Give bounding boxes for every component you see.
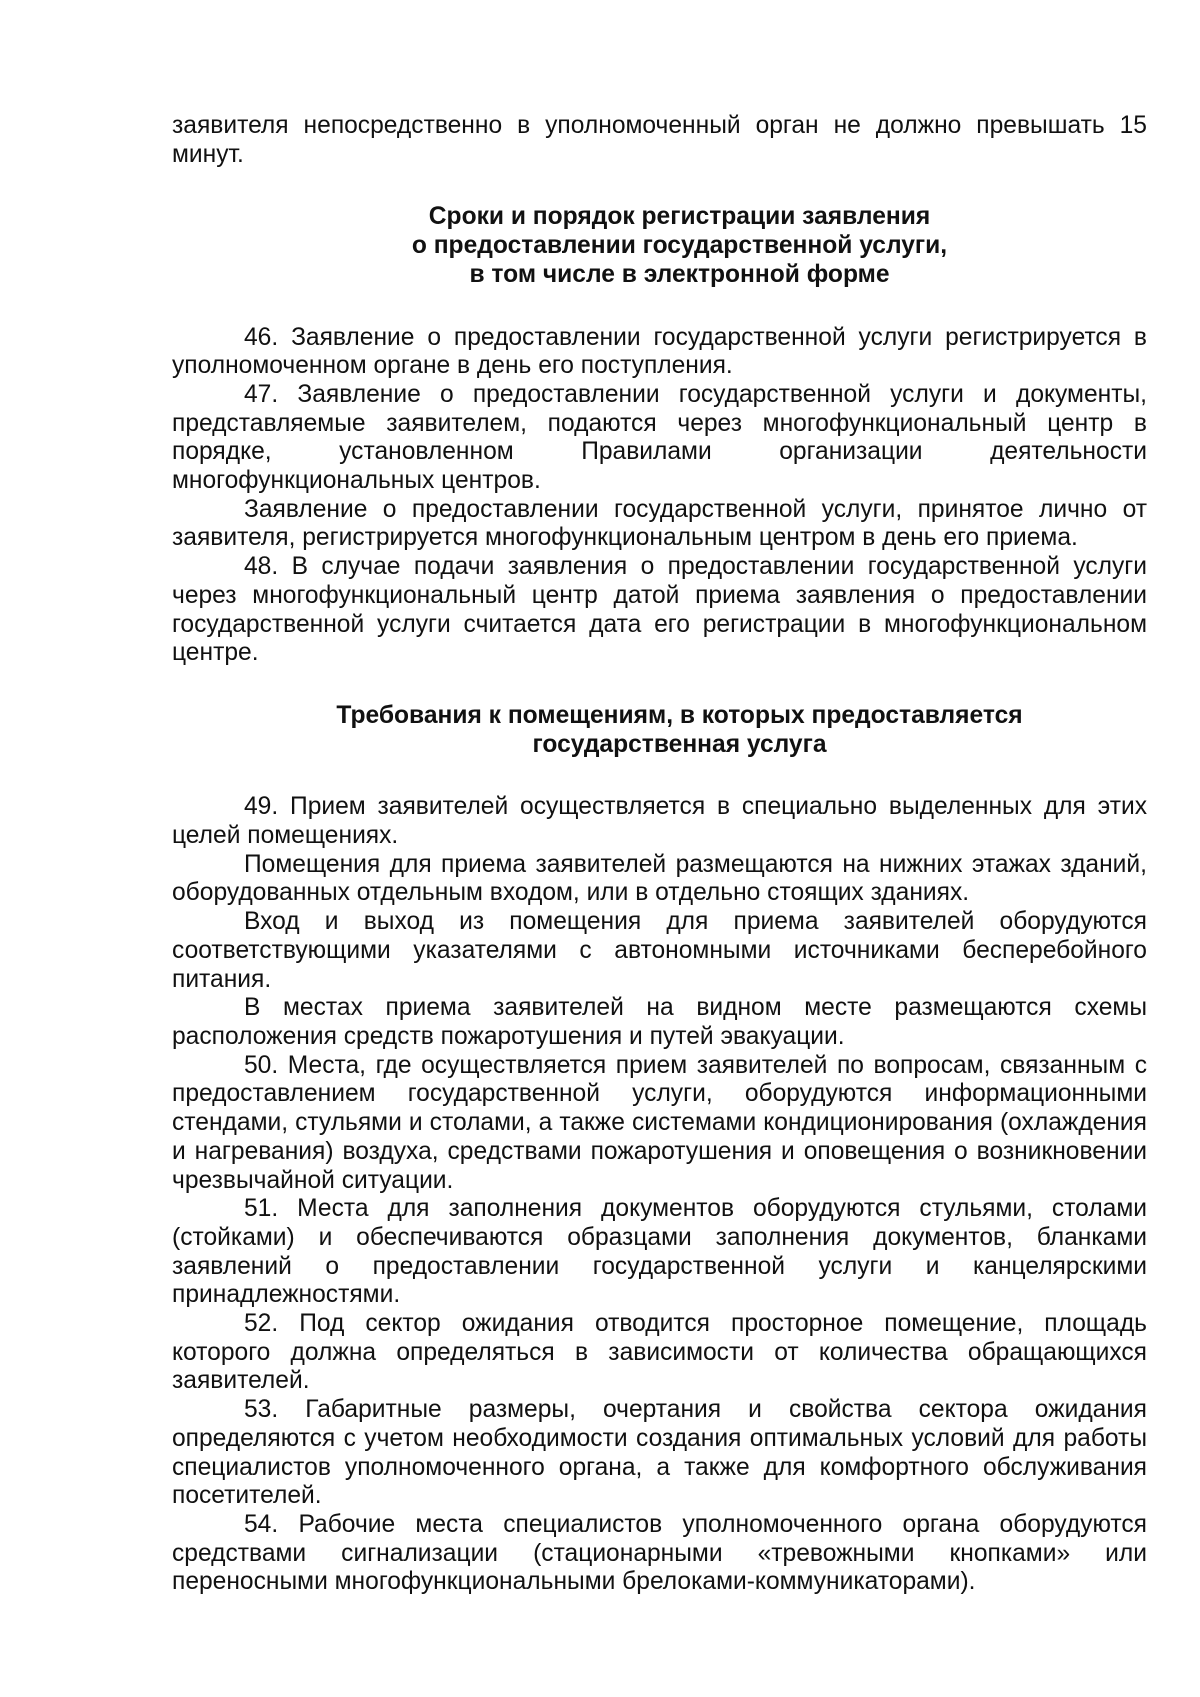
paragraph-intro: заявителя непосредственно в уполномоченный орган не должно превышать 15 минут. <box>172 112 1147 168</box>
paragraph-49-c: Вход и выход из помещения для приема заявителей оборудуются соответствующими указателями с автономными источниками бесперебойного питания. <box>172 908 1147 993</box>
paragraph-52: 52. Под сектор ожидания отводится просторное помещение, площадь которого должна определяться в зависимости от количества обращающихся заявителей. <box>172 1310 1147 1395</box>
section-registration-body <box>172 324 1147 668</box>
paragraph-49: 49. Прием заявителей осуществляется в специально выделенных для этих целей помещениях. <box>172 793 1147 850</box>
paragraph-54: 54. Рабочие места специалистов уполномоченного органа оборудуются средствами сигнализации (стационарными «тревожными кнопками» или переносными многофункциональными брелоками-коммуникаторами). <box>172 1510 1147 1596</box>
paragraph-46: 46. Заявление о предоставлении государственной услуги регистрируется в уполномоченном органе в день его поступления. <box>172 323 1147 380</box>
heading-line: Сроки и порядок регистрации заявления <box>428 203 931 231</box>
heading-line: в том числе в электронной форме <box>469 260 890 288</box>
paragraph-53: 53. Габаритные размеры, очертания и свойства сектора ожидания определяются с учетом необходимости создания оптимальных условий для работы специалистов уполномоченного органа, а также для комфортного обслуживания посетителей. <box>172 1396 1147 1510</box>
heading-line: Требования к помещениям, в которых предоставляется <box>336 701 1023 729</box>
heading-line: государственная услуга <box>532 730 827 758</box>
heading-line: о предоставлении государственной услуги, <box>411 232 948 260</box>
text-column <box>172 112 1147 1597</box>
section-heading-premises <box>192 702 1167 759</box>
paragraph-51: 51. Места для заполнения документов оборудуются стульями, столами (стойками) и обеспечиваются образцами заполнения документов, бланками заявлений о предоставлении государственной услуги и канцелярскими принадлежностями. <box>172 1195 1147 1309</box>
paragraph-47-cont: Заявление о предоставлении государственной услуги, принятое лично от заявителя, регистрируется многофункциональным центром в день его приема. <box>172 495 1147 552</box>
section-premises-body <box>172 793 1147 1597</box>
paragraph-47: 47. Заявление о предоставлении государственной услуги и документы, представляемые заявителем, подаются через многофункциональный центр в порядке, установленном Правилами организации деятельности многофункциональных центров. <box>172 380 1147 495</box>
section-heading-registration <box>192 203 1167 289</box>
paragraph-49-b: Помещения для приема заявителей размещаются на нижних этажах зданий, оборудованных отдельным входом, или в отдельно стоящих зданиях. <box>172 850 1147 907</box>
paragraph-48: 48. В случае подачи заявления о предоставлении государственной услуги через многофункциональный центр датой приема заявления о предоставлении государственной услуги считается дата его регистрации в многофункциональном центре. <box>172 553 1147 667</box>
paragraph-50: 50. Места, где осуществляется прием заявителей по вопросам, связанным с предоставлением государственной услуги, оборудуются информационными стендами, стульями и столами, а также системами кондиционирования (охлаждения и нагревания) воздуха, средствами пожаротушения и оповещения о возникновении чрезвычайной ситуации. <box>172 1051 1147 1194</box>
paragraph-49-d: В местах приема заявителей на видном месте размещаются схемы расположения средств пожаротушения и путей эвакуации. <box>172 994 1147 1050</box>
